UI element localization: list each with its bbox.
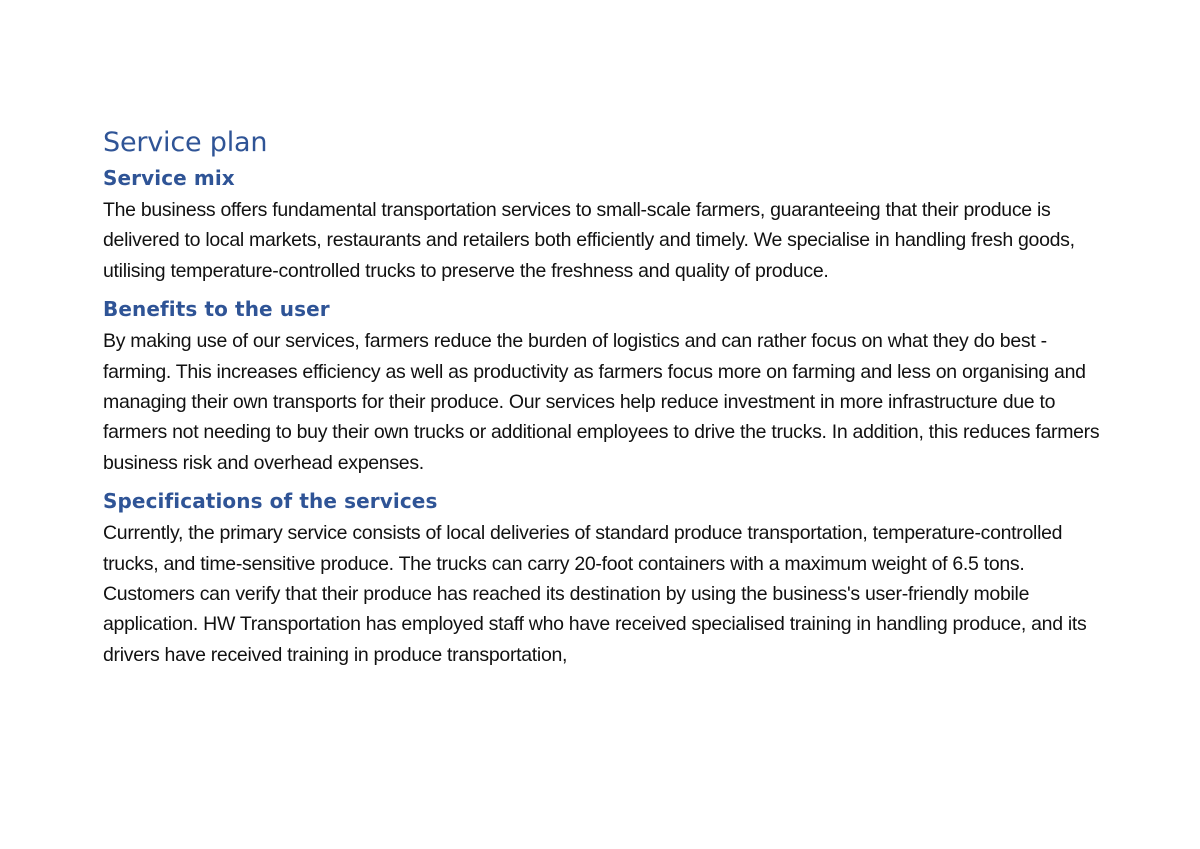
section-heading-specifications: Specifications of the services xyxy=(103,489,438,514)
section-body-specifications: Currently, the primary service consists of local deliveries of standard produce transportation, temperature-controlled trucks, and time-sensitive produce. The trucks can carry 20-foot containers with a maximum weight of 6.5 tons. Customers can verify that their produce has reached its destination by using the business's user-friendly mobile application. HW Transportation has employed staff who have received specialised training in handling produce, and its drivers have received training in produce transportation, xyxy=(103,522,1087,666)
section-heading-benefits: Benefits to the user xyxy=(103,297,330,322)
section-heading-service-mix: Service mix xyxy=(103,166,235,190)
document-page xyxy=(103,125,1103,680)
section-body-benefits: By making use of our services, farmers reduce the burden of logistics and can rather focus on what they do best - farming. This increases efficiency as well as productivity as farmers focus more on farming and less on organising and managing their own transports for their produce. Our services help reduce investment in more infrastructure due to farmers not needing to buy their own trucks or additional employees to drive the trucks. In addition, this reduces farmers business risk and overhead expenses. xyxy=(103,330,1100,474)
section-body-service-mix: The business offers fundamental transportation services to small-scale farmers, guaranteeing that their produce is delivered to local markets, restaurants and retailers both efficiently and timely. We specialise in handling fresh goods, utilising temperature-controlled trucks to preserve the freshness and quality of produce. xyxy=(103,199,1075,282)
page-title: Service plan xyxy=(103,127,268,158)
